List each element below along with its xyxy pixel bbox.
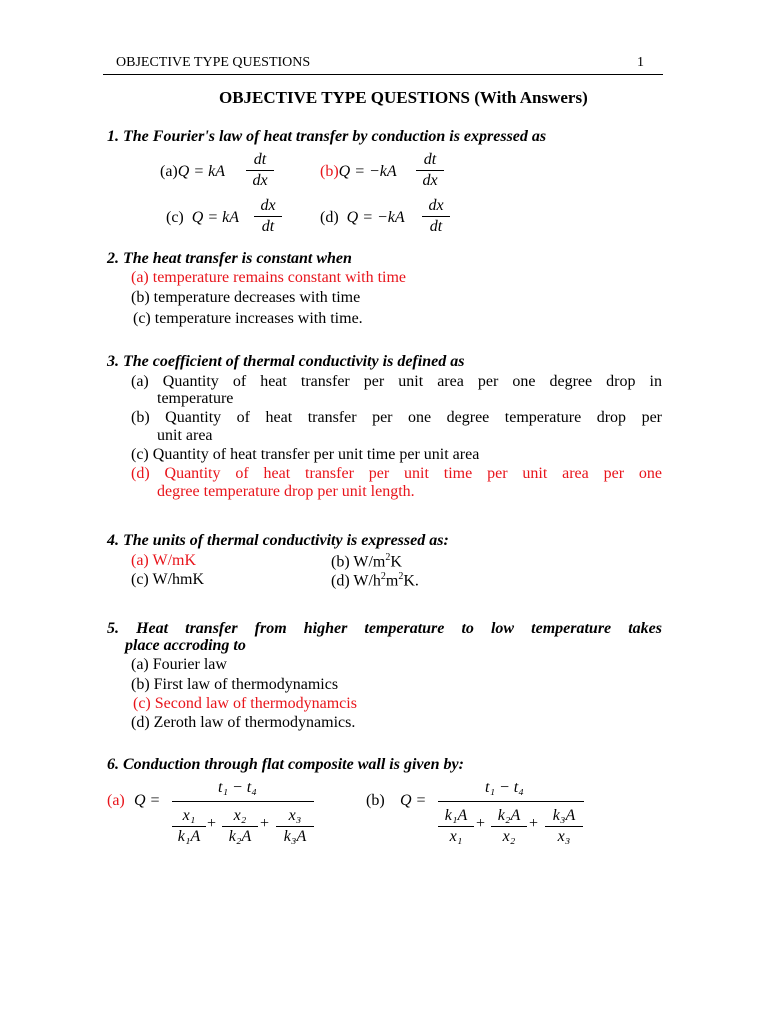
- q6-a-term-1: [172, 807, 206, 846]
- q5-option-a: (a) Fourier law: [131, 656, 227, 673]
- q3-option-c: (c) Quantity of heat transfer per unit time per unit area: [131, 446, 480, 463]
- header-rule: [103, 74, 663, 75]
- q6-b-term-3: [545, 807, 583, 846]
- q1-option-a-label: (a): [160, 163, 178, 180]
- q2-option-b: (b) temperature decreases with time: [131, 289, 361, 306]
- q3-option-d-cont: degree temperature drop per unit length.: [157, 483, 415, 500]
- fraction-numerator: dx: [260, 197, 276, 214]
- q6-option-b-lhs: Q =: [400, 792, 427, 809]
- q3-option-a: (a) Quantity of heat transfer per unit area per one degree drop in: [131, 373, 662, 390]
- q5-option-b: (b) First law of thermodynamics: [131, 676, 339, 693]
- q6-option-a-label: (a): [107, 792, 125, 809]
- q4-option-b: [331, 552, 402, 571]
- q4-option-d: [331, 571, 419, 590]
- question-2: 2. The heat transfer is constant when: [107, 250, 352, 267]
- q1-option-d-label: (d): [320, 209, 339, 226]
- fraction-denominator: k₁A: [177, 828, 201, 845]
- fraction-denominator: dx: [422, 172, 438, 189]
- q1-option-d: [320, 209, 405, 227]
- q3-option-d: (d) Quantity of heat transfer per unit time per unit area per one: [131, 465, 662, 482]
- fraction-bar: [416, 170, 444, 171]
- fraction-denominator: x₃: [557, 828, 571, 845]
- q4-d-unit-mid: m: [385, 572, 399, 590]
- fraction-denominator: x₁: [449, 828, 463, 845]
- q6-b-term-1: [438, 807, 474, 846]
- fraction-numerator: x₂: [233, 807, 247, 824]
- fraction-denominator: dx: [252, 172, 268, 189]
- q6-a-term-2: [222, 807, 258, 846]
- fraction-denominator: x₂: [502, 828, 516, 845]
- plus-sign: +: [476, 815, 486, 832]
- fraction-bar: [254, 216, 282, 217]
- fraction-numerator: dt: [253, 151, 267, 168]
- fraction-bar: [438, 826, 474, 827]
- question-3: 3. The coefficient of thermal conductivity is defined as: [107, 353, 465, 370]
- fraction-bar: [422, 216, 450, 217]
- fraction-bar: [491, 826, 527, 827]
- q4-b-unit: (b) W/m: [331, 553, 386, 571]
- fraction-denominator: dt: [429, 218, 443, 235]
- q4-d-exponent-1: 2: [380, 571, 386, 582]
- q6-option-a-lhs: Q =: [134, 792, 161, 809]
- plus-sign: +: [529, 815, 539, 832]
- q1-option-a: [160, 163, 225, 181]
- q1-option-b: [320, 163, 397, 181]
- q4-d-unit-end: K.: [403, 572, 419, 590]
- q6-a-term-3: [276, 807, 314, 846]
- q1-option-d-fraction: [422, 197, 450, 236]
- fraction-bar: [545, 826, 583, 827]
- question-4: 4. The units of thermal conductivity is expressed as:: [107, 532, 449, 549]
- fraction-denominator: k₃A: [283, 828, 307, 845]
- fraction-denominator: k₂A: [228, 828, 252, 845]
- running-header: OBJECTIVE TYPE QUESTIONS: [116, 55, 311, 70]
- q6-b-term-2: [491, 807, 527, 846]
- plus-sign: +: [260, 815, 270, 832]
- fraction-numerator: k₂A: [497, 807, 521, 824]
- q5-option-d: (d) Zeroth law of thermodynamics.: [131, 714, 356, 731]
- q1-option-b-label: (b): [320, 163, 339, 180]
- fraction-numerator: k₃A: [552, 807, 576, 824]
- q6-option-b-numerator: t₁ − t₄: [485, 779, 524, 796]
- question-5-cont: place accroding to: [125, 637, 246, 654]
- q1-option-a-fraction: [246, 151, 274, 190]
- question-1: 1. The Fourier's law of heat transfer by conduction is expressed as: [107, 128, 547, 145]
- q3-option-b: (b) Quantity of heat transfer per one degree temperature drop per: [131, 409, 662, 426]
- fraction-denominator: dt: [261, 218, 275, 235]
- question-5: 5. Heat transfer from higher temperature to low temperature takes: [107, 620, 662, 637]
- q6-option-b-label: (b): [366, 792, 385, 809]
- q4-option-a: (a) W/mK: [131, 552, 197, 569]
- fraction-bar: [276, 826, 314, 827]
- q3-option-a-cont: temperature: [157, 390, 234, 407]
- q1-option-c-expr: Q = kA: [191, 209, 239, 226]
- q1-option-a-expr: Q = kA: [177, 163, 225, 180]
- q3-option-b-cont: unit area: [157, 427, 213, 444]
- q2-option-a: (a) temperature remains constant with time: [131, 269, 407, 286]
- q6-option-b-main-bar: [438, 801, 584, 802]
- q1-option-c-fraction: [254, 197, 282, 236]
- page-title: OBJECTIVE TYPE QUESTIONS (With Answers): [219, 88, 588, 107]
- fraction-numerator: x₃: [288, 807, 302, 824]
- q6-option-a-main-bar: [172, 801, 314, 802]
- q1-option-b-fraction: [416, 151, 444, 190]
- question-6: 6. Conduction through flat composite wall is given by:: [107, 756, 464, 773]
- fraction-bar: [222, 826, 258, 827]
- q4-d-unit: (d) W/h: [331, 572, 381, 590]
- q6-option-a-numerator: t₁ − t₄: [218, 779, 257, 796]
- fraction-numerator: x₁: [182, 807, 196, 824]
- q1-option-b-expr: Q = −kA: [338, 163, 397, 180]
- page-number: 1: [637, 55, 644, 70]
- q4-b-exponent: 2: [385, 552, 391, 563]
- q5-option-c: (c) Second law of thermodynamcis: [133, 695, 357, 712]
- q1-option-d-expr: Q = −kA: [346, 209, 405, 226]
- plus-sign: +: [207, 815, 217, 832]
- q1-option-c-label: (c): [166, 209, 184, 226]
- fraction-numerator: k₁A: [444, 807, 468, 824]
- q4-b-unit-end: K: [390, 553, 402, 571]
- fraction-numerator: dt: [423, 151, 437, 168]
- fraction-bar: [246, 170, 274, 171]
- q1-option-c: [166, 209, 239, 227]
- q4-d-exponent-2: 2: [398, 571, 404, 582]
- q2-option-c: (c) temperature increases with time.: [133, 310, 363, 327]
- fraction-numerator: dx: [428, 197, 444, 214]
- fraction-bar: [172, 826, 206, 827]
- q4-option-c: (c) W/hmK: [131, 571, 205, 588]
